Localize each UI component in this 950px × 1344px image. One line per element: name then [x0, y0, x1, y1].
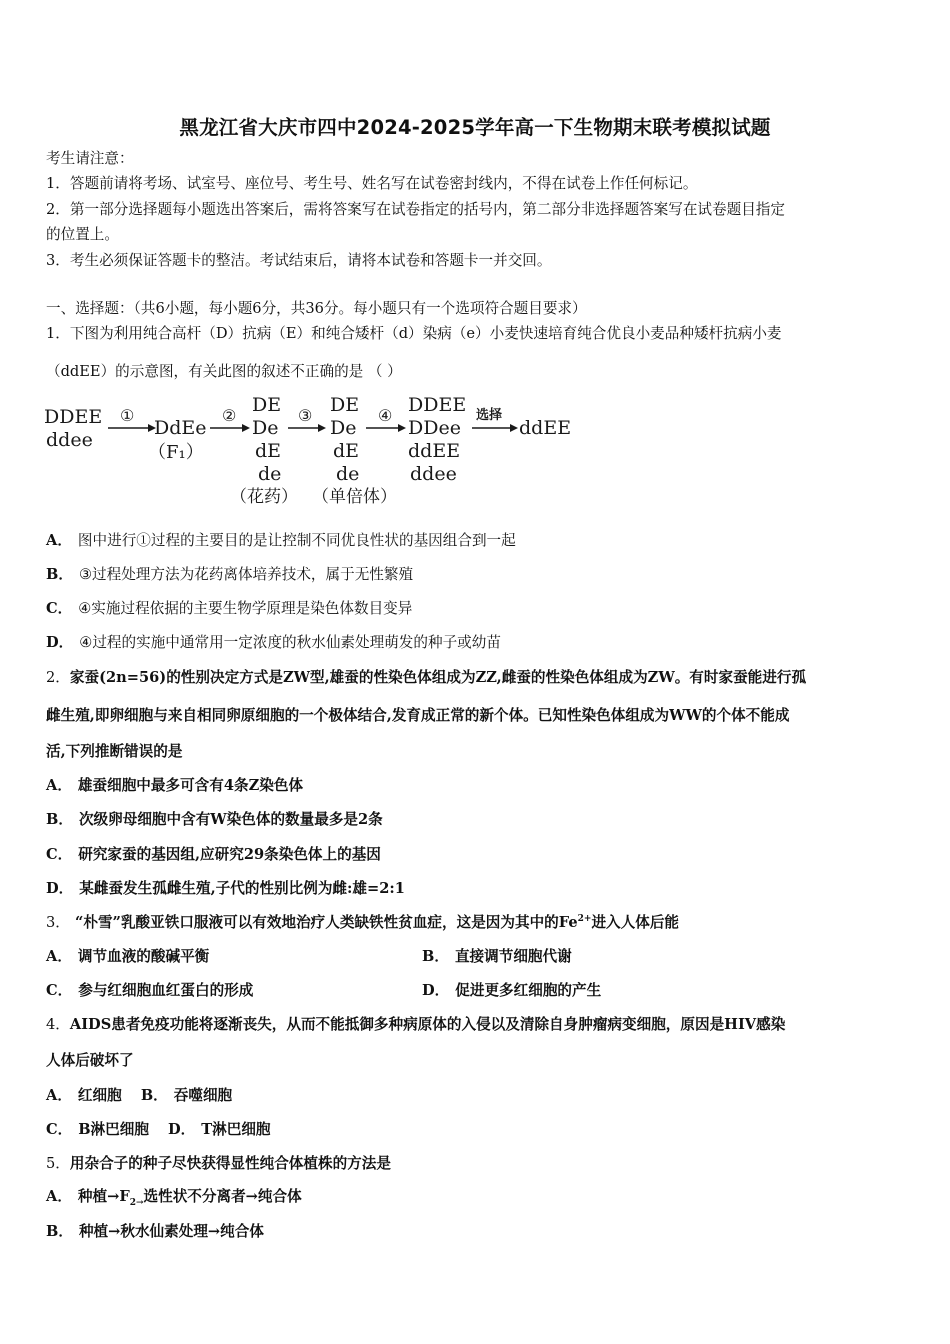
haploid-genotype-3: dE	[333, 440, 360, 462]
option-text: 种植→秋水仙素处理→纯合体	[78, 1223, 264, 1240]
q2-number: 2．	[46, 669, 70, 686]
breeding-diagram	[44, 392, 584, 508]
pollen-genotype-3: dE	[255, 440, 282, 462]
q3-number: 3．	[46, 914, 70, 931]
option-label: B．	[46, 1223, 73, 1240]
haploid-genotype-2: De	[330, 417, 357, 439]
notice-item-3: 3．考生必须保证答题卡的整洁。考试结束后，请将本试卷和答题卡一并交回。	[46, 252, 552, 269]
q5-option-b	[46, 1223, 906, 1241]
parent-2: ddee	[46, 429, 93, 451]
q2-stem-a	[46, 669, 906, 687]
pollen-genotype-1: DE	[252, 394, 282, 416]
option-label: A．	[46, 777, 72, 794]
q2-option-a	[46, 777, 906, 795]
option-text: T淋巴细胞	[201, 1121, 271, 1138]
option-text: 红细胞	[77, 1087, 122, 1104]
option-label: D．	[46, 634, 74, 651]
q3-option-row-2	[46, 982, 906, 1000]
option-text: 某雌蚕发生孤雌生殖,子代的性别比例为雌:雄=2:1	[79, 880, 405, 897]
q4-option-row-2	[46, 1121, 906, 1139]
option-label: D．	[168, 1121, 196, 1138]
q3-superscript: 2+	[577, 914, 592, 925]
page-title: 黑龙江省大庆市四中2024-2025学年高一下生物期末联考模拟试题	[179, 116, 771, 139]
diploid-genotype-4: ddee	[410, 463, 457, 485]
q1-option-c	[46, 600, 906, 618]
option-text: ④实施过程依据的主要生物学原理是染色体数目变异	[78, 600, 413, 617]
option-label: C．	[46, 1121, 73, 1138]
option-text: ④过程的实施中通常用一定浓度的秋水仙素处理萌发的种子或幼苗	[79, 634, 501, 651]
q3-option-b	[422, 948, 572, 966]
option-text: B淋巴细胞	[78, 1121, 149, 1138]
step-2: ②	[222, 406, 237, 425]
q4-option-row-1	[46, 1087, 906, 1105]
section-heading: 一、选择题：（共6小题，每小题6分，共36分。每小题只有一个选项符合题目要求）	[46, 300, 587, 317]
select-label: 选择	[476, 408, 503, 423]
option-text: ③过程处理方法为花药离体培养技术，属于无性繁殖	[78, 566, 414, 583]
option-label: A．	[46, 1087, 72, 1104]
option-subscript: 2→	[129, 1197, 144, 1208]
step-4: ④	[378, 406, 393, 425]
haploid-genotype-4: de	[336, 463, 360, 485]
diploid-genotype-2: DDee	[408, 417, 461, 439]
option-label: C．	[46, 982, 73, 999]
caption-pollen: （花药）	[230, 487, 298, 507]
notice-item-1: 1．答题前请将考场、试室号、座位号、考生号、姓名写在试卷密封线内，不得在试卷上作任何标记。	[46, 175, 698, 192]
q3-option-d	[422, 982, 601, 1000]
q1-option-d	[46, 634, 906, 652]
pollen-genotype-2: De	[252, 417, 279, 439]
arrow-4-head	[398, 424, 406, 432]
result-genotype: ddEE	[519, 417, 572, 439]
q3-stem	[46, 914, 906, 932]
q2-option-d	[46, 880, 906, 898]
q1-stem-b: （ddEE）的示意图，有关此图的叙述不正确的是 （ ）	[46, 363, 402, 380]
option-text-tail: 选性状不分离者→纯合体	[143, 1188, 302, 1205]
option-text: 雄蚕细胞中最多可含有4条Z染色体	[77, 777, 304, 794]
step-3: ③	[298, 406, 313, 425]
option-text: 吞噬细胞	[173, 1087, 233, 1104]
f1-label: （F₁）	[148, 442, 204, 463]
q3-option-row-1	[46, 948, 906, 966]
q4-number: 4．	[46, 1016, 70, 1033]
option-label: A．	[46, 948, 72, 965]
option-text: 图中进行①过程的主要目的是让控制不同优良性状的基因组合到一起	[77, 532, 516, 549]
notice-item-2a: 2．第一部分选择题每小题选出答案后，需将答案写在试卷指定的括号内，第二部分非选择题答案写在试卷题目指定	[46, 201, 785, 218]
option-label: B．	[422, 948, 449, 965]
option-label: B．	[46, 566, 73, 583]
f1-genotype: DdEe	[154, 417, 207, 439]
q5-option-a	[46, 1188, 906, 1206]
q3-stem-tail: 进入人体后能	[591, 914, 680, 931]
q2-stem-c: 活,下列推断错误的是	[46, 743, 183, 760]
diploid-genotype-1: DDEE	[408, 394, 467, 416]
option-text: 参与红细胞血红蛋白的形成	[78, 982, 254, 999]
q4-stem-a	[46, 1016, 906, 1034]
option-label: C．	[46, 846, 73, 863]
option-label: B．	[46, 811, 73, 828]
q4-stem-b: 人体后破坏了	[46, 1052, 134, 1069]
q3-stem-text: “朴雪”乳酸亚铁口服液可以有效地治疗人类缺铁性贫血症，这是因为其中的Fe	[69, 914, 578, 931]
option-label: C．	[46, 600, 73, 617]
option-text: 种植→F	[77, 1188, 130, 1205]
q1-option-a	[46, 532, 906, 550]
option-text: 直接调节细胞代谢	[454, 948, 572, 965]
q5-stem	[46, 1155, 906, 1173]
option-label: D．	[422, 982, 450, 999]
q2-option-b	[46, 811, 906, 829]
option-label: A．	[46, 532, 72, 549]
arrow-2-head	[242, 424, 250, 432]
q2-option-c	[46, 846, 906, 864]
q5-stem-text: 用杂合子的种子尽快获得显性纯合体植株的方法是	[69, 1155, 391, 1172]
option-label: D．	[46, 880, 74, 897]
arrow-5-head	[510, 424, 518, 432]
notice-item-2b: 的位置上。	[46, 226, 119, 243]
caption-haploid: （单倍体）	[312, 487, 397, 507]
step-1: ①	[120, 406, 135, 425]
q4-stem-text: AIDS患者免疫功能将逐渐丧失，从而不能抵御多种病原体的入侵以及清除自身肿瘤病变细胞，原因是HIV感染	[69, 1016, 786, 1033]
arrow-3-head	[318, 424, 326, 432]
diploid-genotype-3: ddEE	[408, 440, 461, 462]
option-text: 次级卵母细胞中含有W染色体的数量最多是2条	[78, 811, 383, 828]
option-label: B．	[140, 1087, 168, 1104]
q1-stem-a: 1．下图为利用纯合高杆（D）抗病（E）和纯合矮杆（d）染病（e）小麦快速培育纯合优良小麦品种矮杆抗病小麦	[46, 325, 782, 342]
pollen-genotype-4: de	[258, 463, 282, 485]
option-text: 研究家蚕的基因组,应研究29条染色体上的基因	[78, 846, 381, 863]
notice-heading: 考生请注意：	[46, 150, 134, 167]
option-text: 促进更多红细胞的产生	[455, 982, 602, 999]
haploid-genotype-1: DE	[330, 394, 360, 416]
option-text: 调节血液的酸碱平衡	[77, 948, 210, 965]
q5-number: 5．	[46, 1155, 70, 1172]
q2-stem-b: 雌生殖,即卵细胞与来自相同卵原细胞的一个极体结合,发育成正常的新个体。已知性染色体组成为WW的个体不能成	[46, 707, 790, 724]
q2-stem-text: 家蚕(2n=56)的性别决定方式是ZW型,雄蚕的性染色体组成为ZZ,雌蚕的性染色体组成为ZW。有时家蚕能进行孤	[69, 669, 807, 686]
option-label: A．	[46, 1188, 72, 1205]
q1-option-b	[46, 566, 906, 584]
parent-1: DDEE	[44, 406, 103, 428]
